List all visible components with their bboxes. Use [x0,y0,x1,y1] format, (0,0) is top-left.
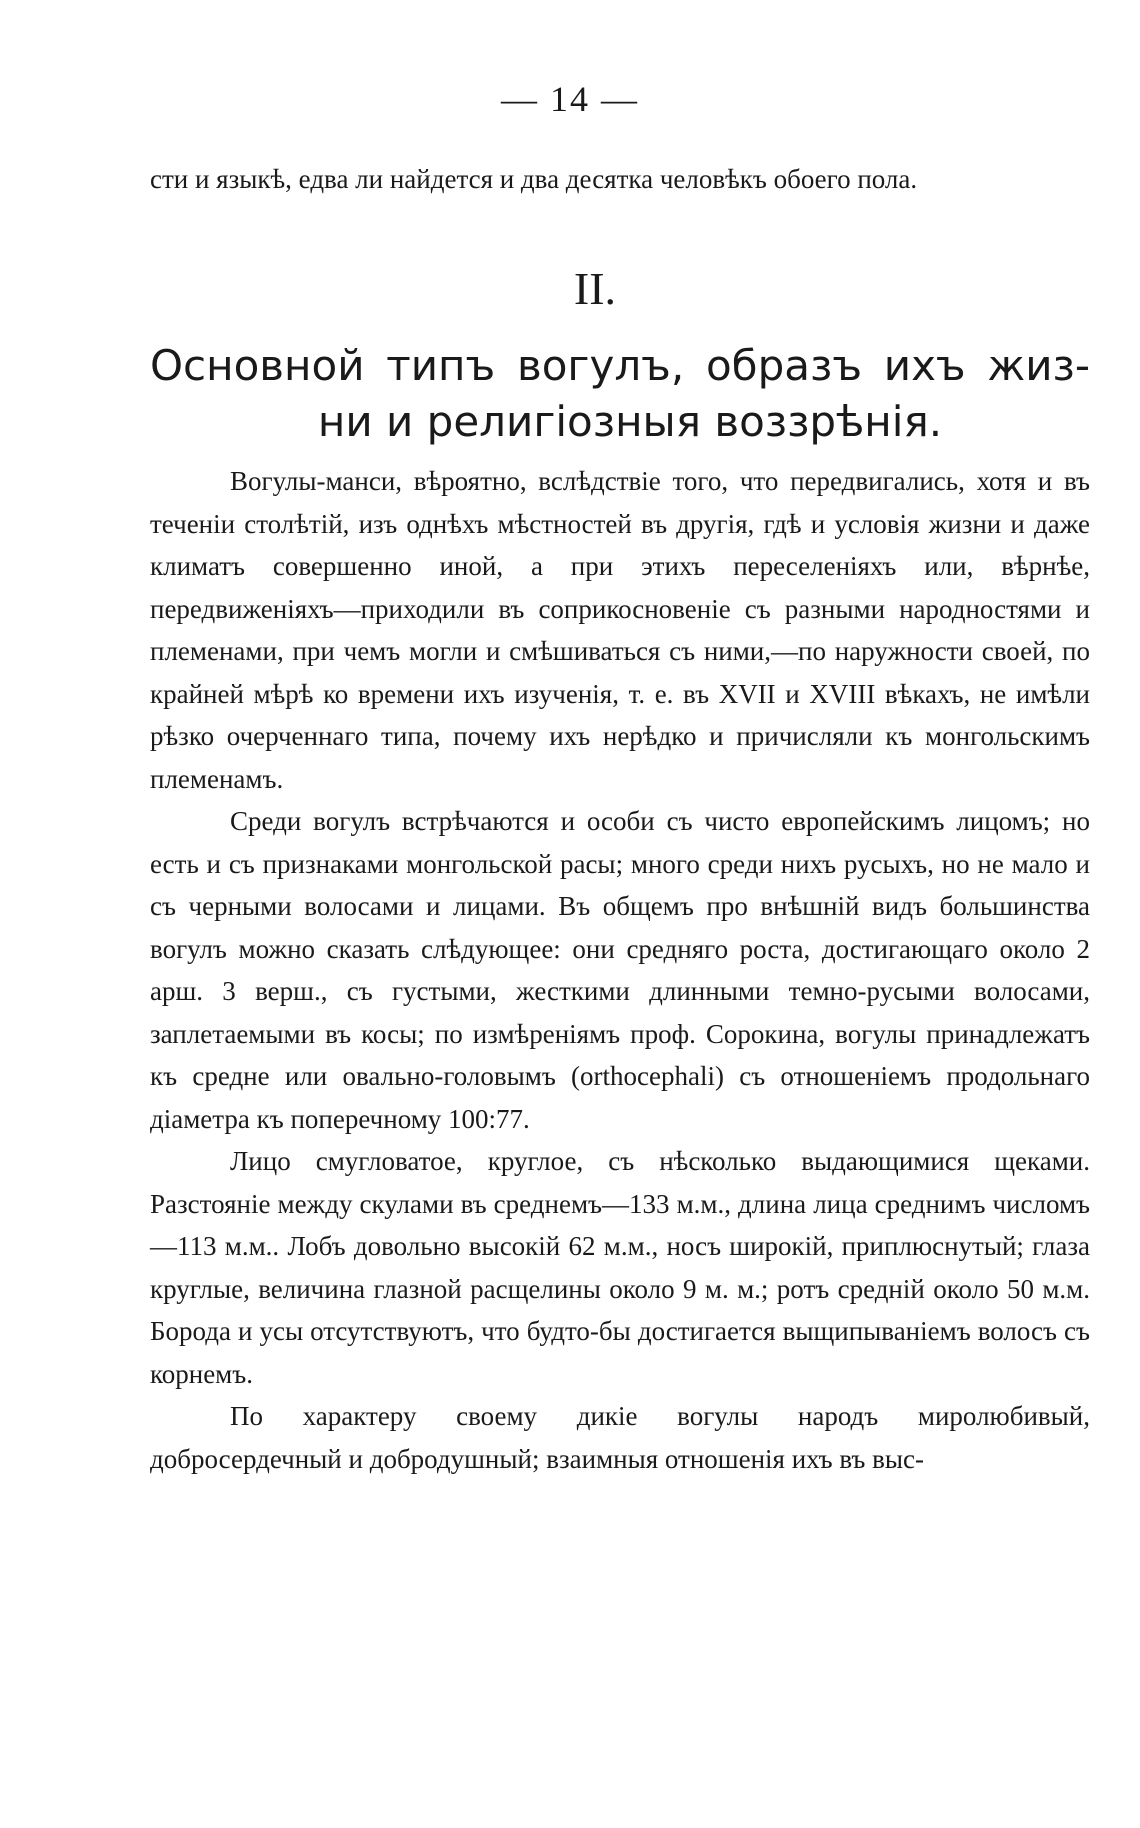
chapter-title-line-1: Основной типъ вогулъ, образъ ихъ жиз- [150,341,1090,390]
chapter-body [150,460,1090,1480]
paragraph-1: Вогулы-манси, вѣроятно, вслѣдствіе того, что передвигались, хотя и въ теченіи столѣтій, изъ однѣхъ мѣстностей въ другія, гдѣ и условія жизни и даже климатъ совершенно иной, а при этихъ переселеніяхъ или, вѣрнѣе, передвиженіяхъ—приходили въ соприкосновеніе съ разными народностями и племенами, при чемъ могли и смѣшиваться съ ними,—по наружности своей, по крайней мѣрѣ ко времени ихъ изученія, т. е. въ XVII и XVIII вѣкахъ, не имѣли рѣзко очерченнаго типа, почему ихъ нерѣдко и причисляли къ монгольскимъ племенамъ. [150,466,1090,794]
page-number: — 14 — [501,79,639,119]
chapter-title-line-2: ни и религіозныя воззрѣнія. [317,397,943,446]
paragraph-2: Среди вогулъ встрѣчаются и особи съ чисто европейскимъ лицомъ; но есть и съ признаками монгольской расы; много среди нихъ русыхъ, но не мало и съ черными волосами и лицами. Въ общемъ про внѣшній видъ большинства вогулъ можно сказать слѣдующее: они средняго роста, достигающаго около 2 арш. 3 верш., съ густыми, жесткими длинными темно-русыми волосами, заплетаемыми въ косы; по измѣреніямъ проф. Сорокина, вогулы принадлежатъ къ средне или овально-головымъ (orthocephali) съ отношеніемъ продольнаго діаметра къ поперечному 100:77. [150,806,1090,1134]
paragraph-4: По характеру своему дикіе вогулы народъ миролюбивый, добросердечный и добродушный; взаимныя отношенія ихъ въ выс- [150,1401,1090,1474]
chapter-title [150,338,1090,450]
continued-text-fragment [150,158,1090,201]
paragraph-3: Лицо смугловатое, круглое, съ нѣсколько выдающимися щеками. Разстояніе между скулами въ среднемъ—133 м.м., длина лица среднимъ числомъ—113 м.м.. Лобъ довольно высокій 62 м.м., носъ широкій, приплюснутый; глаза круглые, величина глазной расщелины около 9 м. м.; ротъ средній около 50 м.м. Борода и усы отсутствуютъ, что будто-бы достигается выщипываніемъ волосъ съ корнемъ. [150,1146,1090,1389]
chapter-numeral: II. [573,263,617,314]
paragraph-fragment: сти и языкѣ, едва ли найдется и два десятка человѣкъ обоего пола. [150,164,918,194]
